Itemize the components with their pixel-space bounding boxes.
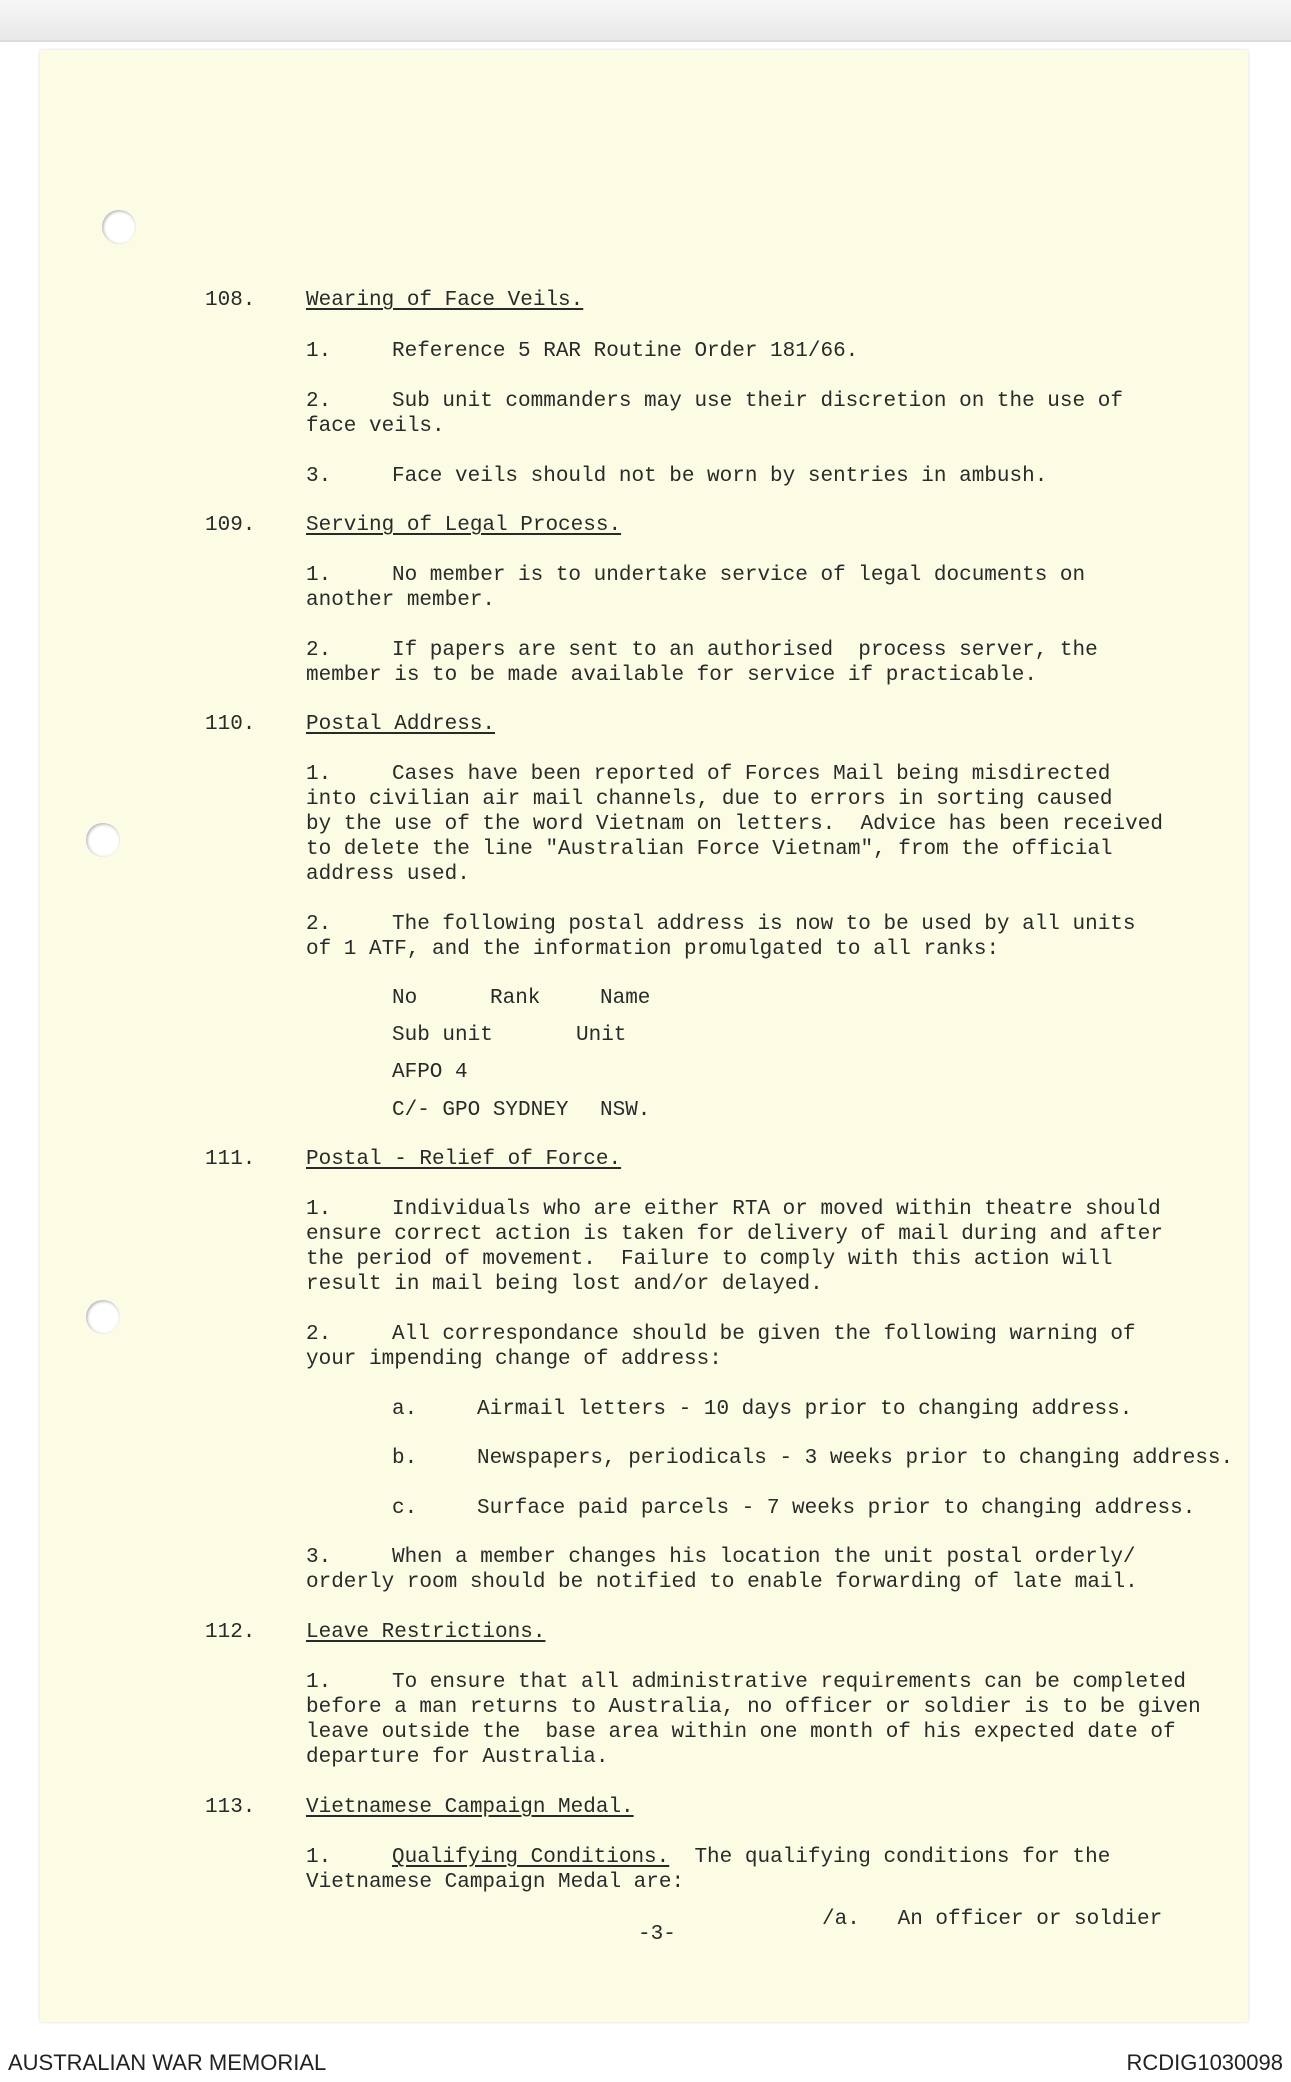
section-title: Postal - Relief of Force. <box>306 1148 622 1171</box>
warning-letter: a. <box>392 1398 418 1421</box>
warning-letter: b. <box>392 1447 418 1470</box>
paragraph-text: address used. <box>306 863 470 886</box>
paragraph-number: 1. <box>306 1846 332 1869</box>
paragraph-text: into civilian air mail channels, due to errors in sorting caused <box>306 788 1113 811</box>
section-title: Leave Restrictions. <box>306 1621 546 1644</box>
paragraph-number: 1. <box>306 1671 332 1694</box>
paragraph-number: 2. <box>306 1323 332 1346</box>
address-field: Sub unit <box>392 1024 493 1047</box>
paragraph-text: No member is to undertake service of legal documents on <box>392 564 1086 587</box>
paragraph-text-continued: The qualifying conditions for the <box>669 1846 1111 1869</box>
paragraph-text: Reference 5 RAR Routine Order 181/66. <box>392 340 859 363</box>
paragraph-text: face veils. <box>306 415 445 438</box>
section-number: 111. <box>205 1148 256 1171</box>
section-title: Wearing of Face Veils. <box>306 289 584 312</box>
paragraph-text: ensure correct action is taken for delivery of mail during and after <box>306 1223 1163 1246</box>
section-number: 110. <box>205 713 256 736</box>
punch-hole <box>102 210 136 244</box>
address-field: Unit <box>576 1024 627 1047</box>
paragraph-number: 2. <box>306 390 332 413</box>
paragraph-text: the period of movement. Failure to comply with this action will <box>306 1248 1113 1271</box>
warning-letter: c. <box>392 1497 418 1520</box>
address-field: C/- GPO SYDNEY <box>392 1099 569 1122</box>
section-number: 109. <box>205 514 256 537</box>
punch-hole <box>86 823 120 857</box>
paragraph-number: 2. <box>306 639 332 662</box>
paragraph-text: departure for Australia. <box>306 1746 609 1769</box>
paragraph-text: When a member changes his location the unit postal orderly/ <box>392 1546 1136 1569</box>
paragraph-text: The following postal address is now to be used by all units <box>392 913 1136 936</box>
paragraph-text: by the use of the word Vietnam on letters. Advice has been received <box>306 813 1163 836</box>
paragraph-text: Sub unit commanders may use their discretion on the use of <box>392 390 1123 413</box>
section-number: 112. <box>205 1621 256 1644</box>
paragraph-text: result in mail being lost and/or delayed. <box>306 1273 823 1296</box>
address-field: AFPO 4 <box>392 1061 468 1084</box>
paragraph-text: Vietnamese Campaign Medal are: <box>306 1871 685 1894</box>
paragraph-text: member is to be made available for service if practicable. <box>306 664 1037 687</box>
warning-text: Surface paid parcels - 7 weeks prior to changing address. <box>477 1497 1196 1520</box>
address-field: Name <box>600 987 651 1010</box>
paragraph-text: your impending change of address: <box>306 1348 722 1371</box>
paragraph-number: 1. <box>306 763 332 786</box>
paragraph-subtitle: Qualifying Conditions. <box>392 1846 670 1869</box>
viewer-top-band <box>0 0 1291 42</box>
section-title: Postal Address. <box>306 713 496 736</box>
footer-record-id: RCDIG1030098 <box>1126 2050 1283 2075</box>
paragraph-number: 1. <box>306 564 332 587</box>
punch-hole <box>86 1300 120 1334</box>
paragraph-text: Face veils should not be worn by sentries in ambush. <box>392 465 1048 488</box>
paragraph-text <box>392 1845 1110 1870</box>
paragraph-text: leave outside the base area within one month of his expected date of <box>306 1721 1176 1744</box>
address-field: NSW. <box>600 1099 651 1122</box>
paragraph-text: If papers are sent to an authorised process server, the <box>392 639 1098 662</box>
paragraph-text: To ensure that all administrative requirements can be completed <box>392 1671 1186 1694</box>
paragraph-number: 3. <box>306 465 332 488</box>
warning-text: Airmail letters - 10 days prior to changing address. <box>477 1398 1133 1421</box>
address-field: Rank <box>490 987 541 1010</box>
warning-text: Newspapers, periodicals - 3 weeks prior to changing address. <box>477 1447 1234 1470</box>
paragraph-number: 2. <box>306 913 332 936</box>
paragraph-text: before a man returns to Australia, no officer or soldier is to be given <box>306 1696 1201 1719</box>
section-title: Serving of Legal Process. <box>306 514 622 537</box>
paragraph-text: to delete the line "Australian Force Vietnam", from the official <box>306 838 1113 861</box>
paragraph-number: 1. <box>306 340 332 363</box>
paragraph-number: 1. <box>306 1198 332 1221</box>
paragraph-text: of 1 ATF, and the information promulgated to all ranks: <box>306 938 1000 961</box>
paragraph-text: Cases have been reported of Forces Mail being misdirected <box>392 763 1111 786</box>
paragraph-text: orderly room should be notified to enable forwarding of late mail. <box>306 1571 1138 1594</box>
page-number: -3- <box>638 1923 676 1946</box>
paragraph-text: another member. <box>306 589 496 612</box>
paragraph-number: 3. <box>306 1546 332 1569</box>
paragraph-text: All correspondance should be given the following warning of <box>392 1323 1136 1346</box>
address-field: No <box>392 987 418 1010</box>
section-number: 113. <box>205 1796 256 1819</box>
section-title: Vietnamese Campaign Medal. <box>306 1796 634 1819</box>
section-number: 108. <box>205 289 256 312</box>
footer-institution: AUSTRALIAN WAR MEMORIAL <box>8 2050 327 2075</box>
catchword: /a. An officer or soldier <box>822 1908 1163 1931</box>
paragraph-text: Individuals who are either RTA or moved within theatre should <box>392 1198 1161 1221</box>
